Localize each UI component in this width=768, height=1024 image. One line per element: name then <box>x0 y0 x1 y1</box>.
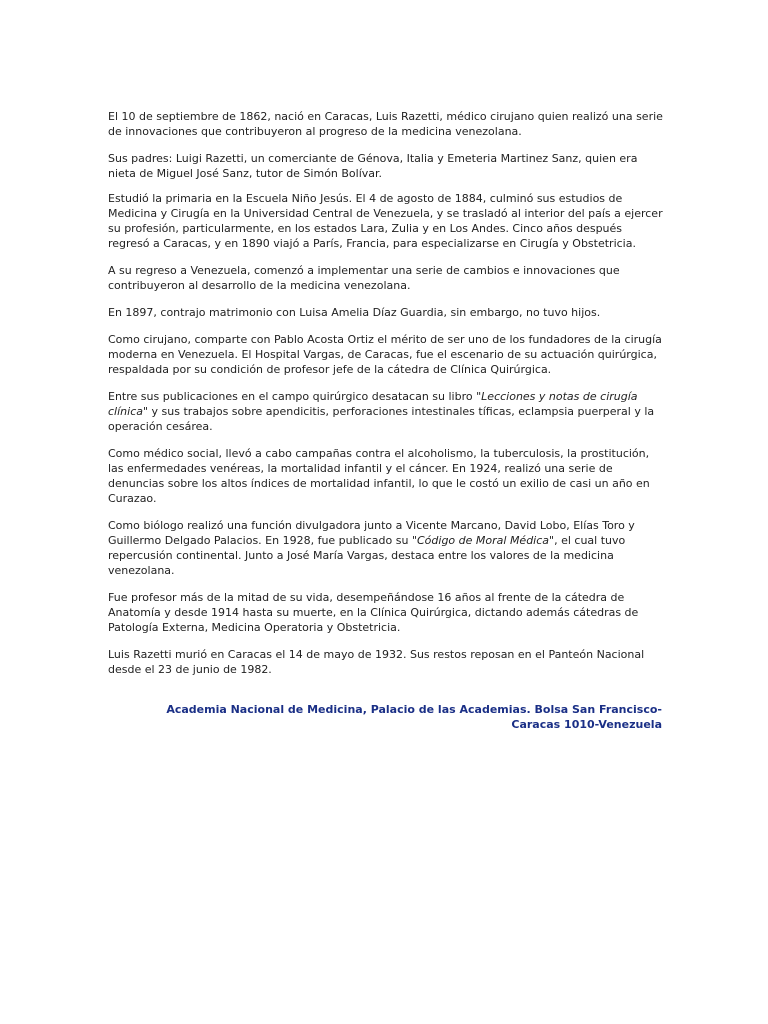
paragraph-social: Como médico social, llevó a cabo campañas contra el alcoholismo, la tuberculosis, la prostitución, las enfermedades venéreas, la mortalidad infantil y el cáncer. En 1924, realizó una serie de denuncias sobre los altos índices de mortalidad infantil, lo que le costó un exilio de casi un año en Curazao. <box>108 447 650 505</box>
paragraph-biologist <box>108 518 664 578</box>
footer-address <box>108 702 664 732</box>
paragraph-surgeon: Como cirujano, comparte con Pablo Acosta Ortiz el mérito de ser uno de los fundadores de la cirugía moderna en Venezuela. El Hospital Vargas, de Caracas, fue el escenario de su actuación quirúrgica, respaldada por su condición de profesor jefe de la cátedra de Clínica Quirúrgica. <box>108 333 662 376</box>
paragraph-marriage: En 1897, contrajo matrimonio con Luisa Amelia Díaz Guardia, sin embargo, no tuvo hijos. <box>108 306 601 319</box>
paragraph-return: A su regreso a Venezuela, comenzó a implementar una serie de cambios e innovaciones que contribuyeron al desarrollo de la medicina venezolana. <box>108 264 620 292</box>
document-body <box>108 109 664 732</box>
paragraph-birth: El 10 de septiembre de 1862, nació en Caracas, Luis Razetti, médico cirujano quien realizó una serie de innovaciones que contribuyeron al progreso de la medicina venezolana. <box>108 110 663 138</box>
publications-book-title: "Lecciones y notas de cirugía clínica" <box>108 390 638 418</box>
paragraph-professor: Fue profesor más de la mitad de su vida, desempeñándose 16 años al frente de la cátedra de Anatomía y desde 1914 hasta su muerte, en la Clínica Quirúrgica, dictando además cátedras de Patología Externa, Medicina Operatoria y Obstetricia. <box>108 591 639 634</box>
footer-line-1: Academia Nacional de Medicina, Palacio de las Academias. Bolsa San Francisco- <box>166 703 662 716</box>
biologist-code-title: "Código de Moral Médica" <box>411 534 555 547</box>
paragraph-studies: Estudió la primaria en la Escuela Niño Jesús. El 4 de agosto de 1884, culminó sus estudios de Medicina y Cirugía en la Universidad Central de Venezuela, y se trasladó al interior del país a ejercer su profesión, particularmente, en los estados Lara, Zulia y en Los Andes. Cinco años después regresó a Caracas, y en 1890 viajó a París, Francia, para especializarse en Cirugía y Obstetricia. <box>108 192 663 250</box>
publications-text-before: Entre sus publicaciones en el campo quirúrgico desatacan su libro <box>108 390 477 403</box>
biologist-text-after: , el cual tuvo repercusión continental. Junto a José María Vargas, destaca entre los valores de la medicina venezolana. <box>108 534 626 577</box>
paragraph-death: Luis Razetti murió en Caracas el 14 de mayo de 1932. Sus restos reposan en el Panteón Nacional desde el 23 de junio de 1982. <box>108 648 645 676</box>
paragraph-parents: Sus padres: Luigi Razetti, un comerciante de Génova, Italia y Emeteria Martinez Sanz, quien era nieta de Miguel José Sanz, tutor de Simón Bolívar. <box>108 152 638 180</box>
publications-text-after: y sus trabajos sobre apendicitis, perforaciones intestinales tíficas, eclampsia puerperal y la operación cesárea. <box>108 405 655 433</box>
paragraph-publications <box>108 389 664 434</box>
biologist-text-before: Como biólogo realizó una función divulgadora junto a Vicente Marcano, David Lobo, Elías Toro y Guillermo Delgado Palacios. En 1928, fue publicado su <box>108 519 635 547</box>
footer-line-2: Caracas 1010-Venezuela <box>511 718 662 731</box>
